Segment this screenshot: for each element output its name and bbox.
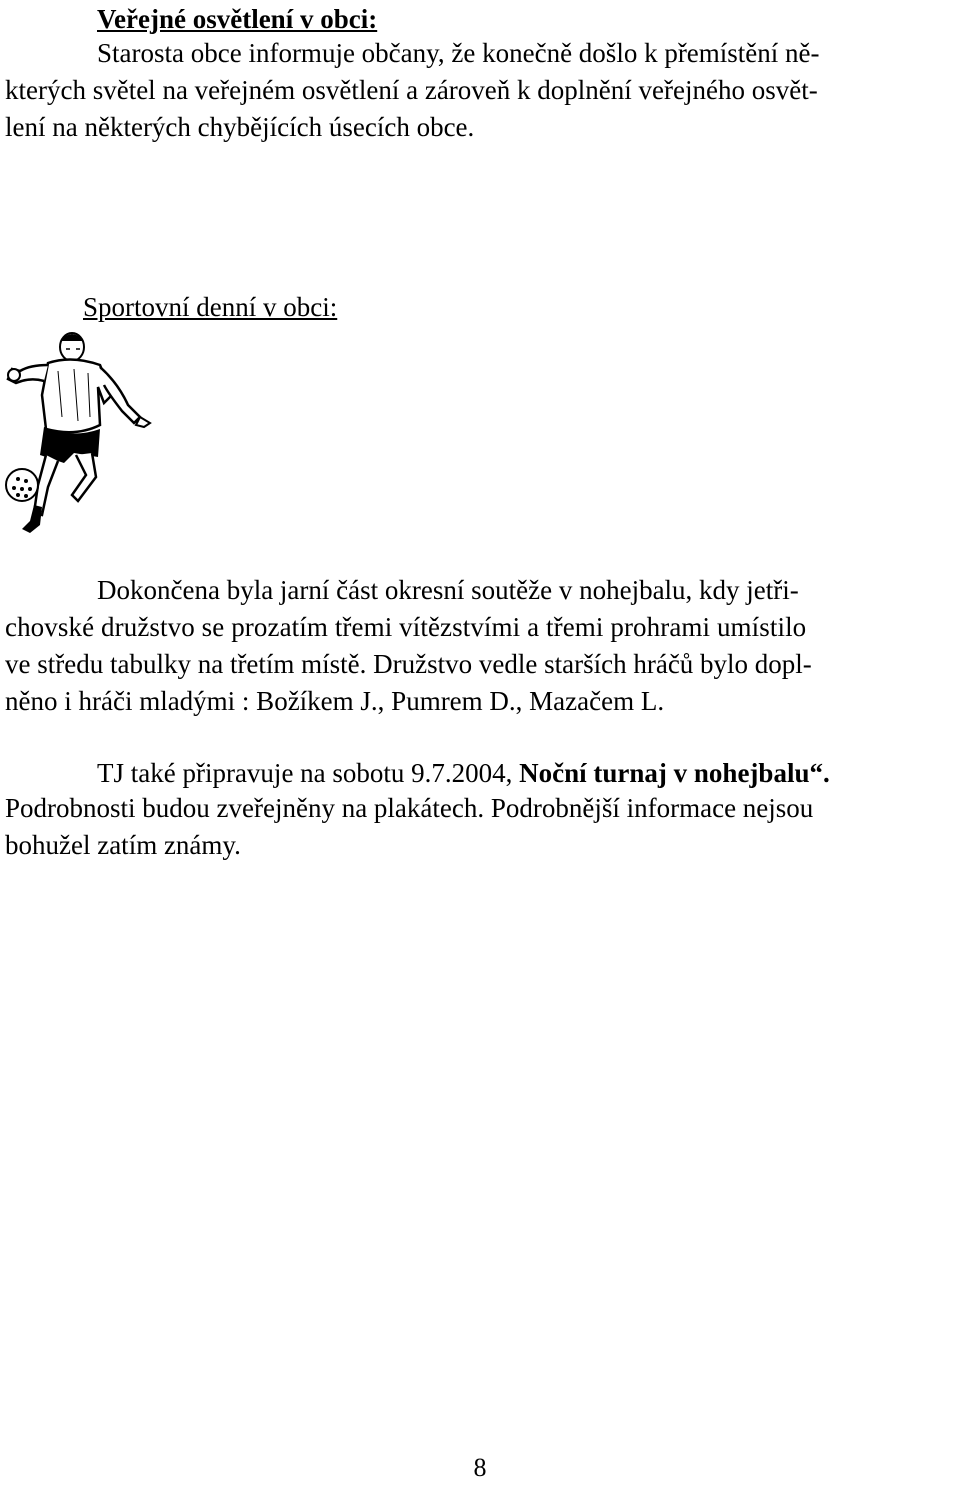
tournament-line xyxy=(97,760,830,787)
sports-title: Sportovní denní v obci: xyxy=(83,292,338,322)
tournament-name: Noční turnaj v nohejbalu xyxy=(519,758,810,788)
street-lighting-line-1: Starosta obce informuje občany, že konečně došlo k přemístění ně- xyxy=(97,38,820,68)
sports-line-4: něno i hráči mladými : Božíkem J., Pumrem D., Mazačem L. xyxy=(5,686,665,716)
street-lighting-line-3: lení na některých chybějících úsecích obce. xyxy=(5,112,475,142)
street-lighting-title: Veřejné osvětlení v obci: xyxy=(97,4,378,34)
football-player-icon xyxy=(0,325,160,540)
sports-line-1 xyxy=(97,577,952,604)
sports-line-1-text: Dokončena byla jarní část okresní soutěže v nohejbalu, kdy jetři- xyxy=(97,575,799,605)
street-lighting-line-2: kterých světel na veřejném osvětlení a zároveň k doplnění veřejného osvět- xyxy=(5,75,818,105)
page-number: 8 xyxy=(473,1453,487,1482)
tournament-suffix: “. xyxy=(809,758,830,788)
closing-line-1: Podrobnosti budou zveřejněny na plakátech. Podrobnější informace nejsou xyxy=(5,793,814,823)
sports-line-3: ve středu tabulky na třetím místě. Družstvo vedle starších hráčů bylo dopl- xyxy=(5,649,812,679)
tournament-prefix: TJ také připravuje na sobotu 9.7.2004, xyxy=(97,758,520,788)
closing-line-2: bohužel zatím známy. xyxy=(5,830,241,860)
sports-line-2: chovské družstvo se prozatím třemi vítězstvími a třemi prohrami umístilo xyxy=(5,612,807,642)
